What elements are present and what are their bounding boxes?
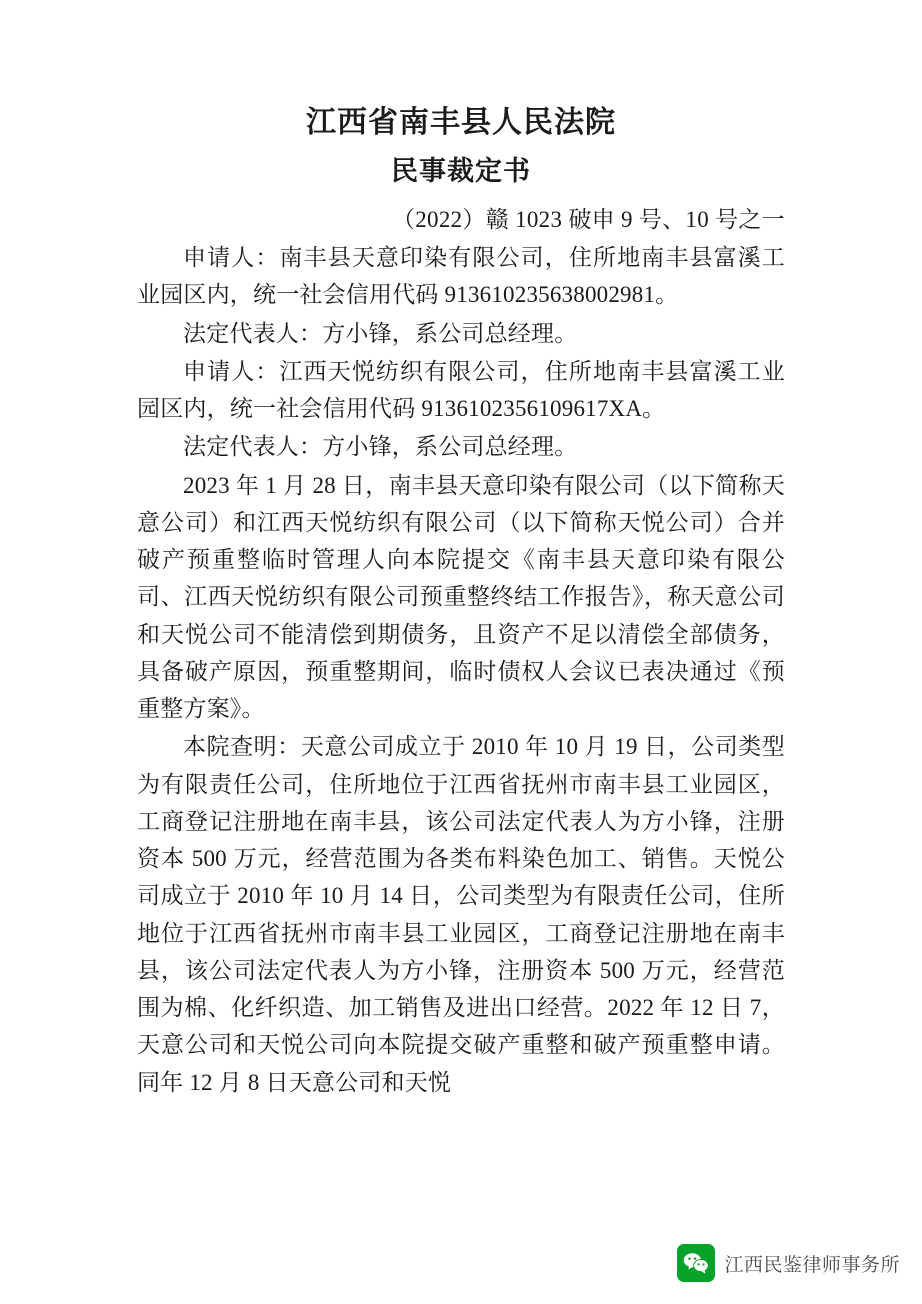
paragraph-filing-report: 2023 年 1 月 28 日，南丰县天意印染有限公司（以下简称天意公司）和江西天悦纺织有限公司（以下简称天悦公司）合并破产预重整临时管理人向本院提交《南丰县天意印染有限公司、江西天悦纺织有限公司预重整终结工作报告》，称天意公司和天悦公司不能清偿到期债务，且资产不足以清偿全部债务，具备破产原因，预重整期间，临时债权人会议已表决通过《预重整方案》。 <box>137 472 785 722</box>
document-subtitle: 民事裁定书 <box>391 156 531 186</box>
wechat-icon <box>677 1244 715 1282</box>
document-body <box>137 100 785 1101</box>
paragraph-court-findings: 本院查明：天意公司成立于 2010 年 10 月 19 日，公司类型为有限责任公司，住所地位于江西省抚州市南丰县工业园区，工商登记注册地在南丰县，该公司法定代表人为方小锋，注册资本 500 万元，经营范围为各类布料染色加工、销售。天悦公司成立于 2010 年 10 月 14 日，公司类型为有限责任公司，住所地位于江西省抚州市南丰县工业园区，工商登记注册地在南丰县，该公司法定代表人为方小锋，注册资本 500 万元，经营范围为棉、化纤织造、加工销售及进出口经营。2022 年 12 日 7，天意公司和天悦公司向本院提交破产重整和破产预重整申请。同年 12 月 8 日天意公司和天悦 <box>137 734 785 1095</box>
paragraph-legal-rep-1: 法定代表人：方小锋，系公司总经理。 <box>183 320 578 346</box>
case-number: （2022）赣 1023 破申 9 号、10 号之一 <box>391 206 785 232</box>
paragraph-applicant-1: 申请人：南丰县天意印染有限公司，住所地南丰县富溪工业园区内，统一社会信用代码 913610235638002981。 <box>137 245 785 308</box>
watermark-label: 江西民鉴律师事务所 <box>724 1254 900 1276</box>
watermark <box>677 1244 900 1282</box>
paragraph-applicant-2: 申请人：江西天悦纺织有限公司，住所地南丰县富溪工业园区内，统一社会信用代码 9136102356109617XA。 <box>137 358 785 422</box>
paragraph-legal-rep-2: 法定代表人：方小锋，系公司总经理。 <box>183 434 578 460</box>
page-title: 江西省南丰县人民法院 <box>306 106 616 139</box>
